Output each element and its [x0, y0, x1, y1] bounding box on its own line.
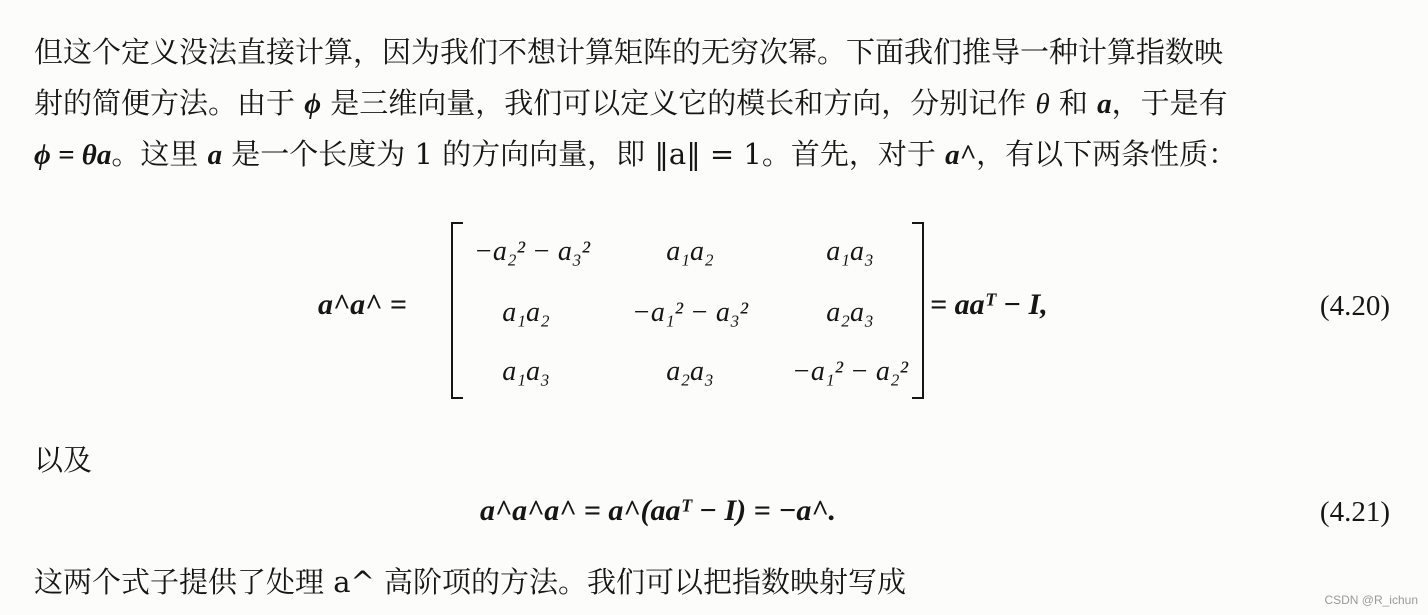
matrix-cell: a₁a₃ [826, 236, 874, 267]
text-segment: 是三维向量，我们可以定义它的模长和方向，分别记作 [321, 86, 1036, 120]
text-segment: 和 [1049, 86, 1098, 120]
matrix-cell: a₁a₃ [502, 356, 550, 387]
matrix-cell: a₁a₂ [666, 236, 714, 267]
watermark: CSDN @R_ichun [1324, 593, 1418, 607]
a-vector-symbol: a [207, 139, 223, 171]
text-line-1 [34, 32, 1223, 72]
text-segment: 射的简便方法。由于 [34, 86, 305, 120]
matrix-cell: a₂a₃ [826, 297, 874, 328]
matrix-cell: −a₂² − a₃² [473, 236, 591, 267]
matrix-cell: −a₁² − a₂² [791, 356, 909, 387]
eq-4-21-number: (4.21) [1319, 496, 1390, 528]
text-line-2 [34, 83, 1228, 124]
text-closing [34, 562, 906, 602]
eq-4-20-number: (4.20) [1319, 290, 1390, 322]
text-segment: 是一个长度为 1 的方向向量，即 ‖a‖ = 1。首先，对于 [222, 137, 946, 171]
text-segment: ，有以下两条性质： [976, 137, 1238, 171]
a-hat-symbol: a^ [945, 139, 977, 171]
text-segment: ，于是有 [1111, 86, 1228, 120]
eq-4-20-lhs: a^a^ = [318, 288, 407, 321]
text-segment: 。这里 [111, 137, 208, 171]
eq-4-21: a^a^a^ = a^(aaᵀ − I) = −a^. [480, 494, 837, 527]
text-segment: 但这个定义没法直接计算，因为我们不想计算矩阵的无穷次幂。下面我们推导一种计算指数映 [34, 35, 1224, 69]
text-line-3 [34, 134, 1237, 175]
matrix-cell: a₂a₃ [666, 356, 714, 387]
phi-equation: ϕ = θa [34, 139, 112, 171]
eq-4-20-rhs: = aaᵀ − I, [930, 288, 1048, 321]
theta-symbol: θ [1035, 88, 1050, 120]
text-segment: 这两个式子提供了处理 a^ 高阶项的方法。我们可以把指数映射写成 [34, 565, 907, 599]
phi-symbol: ϕ [304, 88, 321, 120]
matrix-cell: a₁a₂ [502, 297, 550, 328]
matrix-cell: −a₁² − a₃² [631, 297, 749, 328]
a-vector-symbol: a [1097, 88, 1112, 120]
text-segment: 以及 [34, 443, 93, 477]
text-between [34, 440, 92, 480]
